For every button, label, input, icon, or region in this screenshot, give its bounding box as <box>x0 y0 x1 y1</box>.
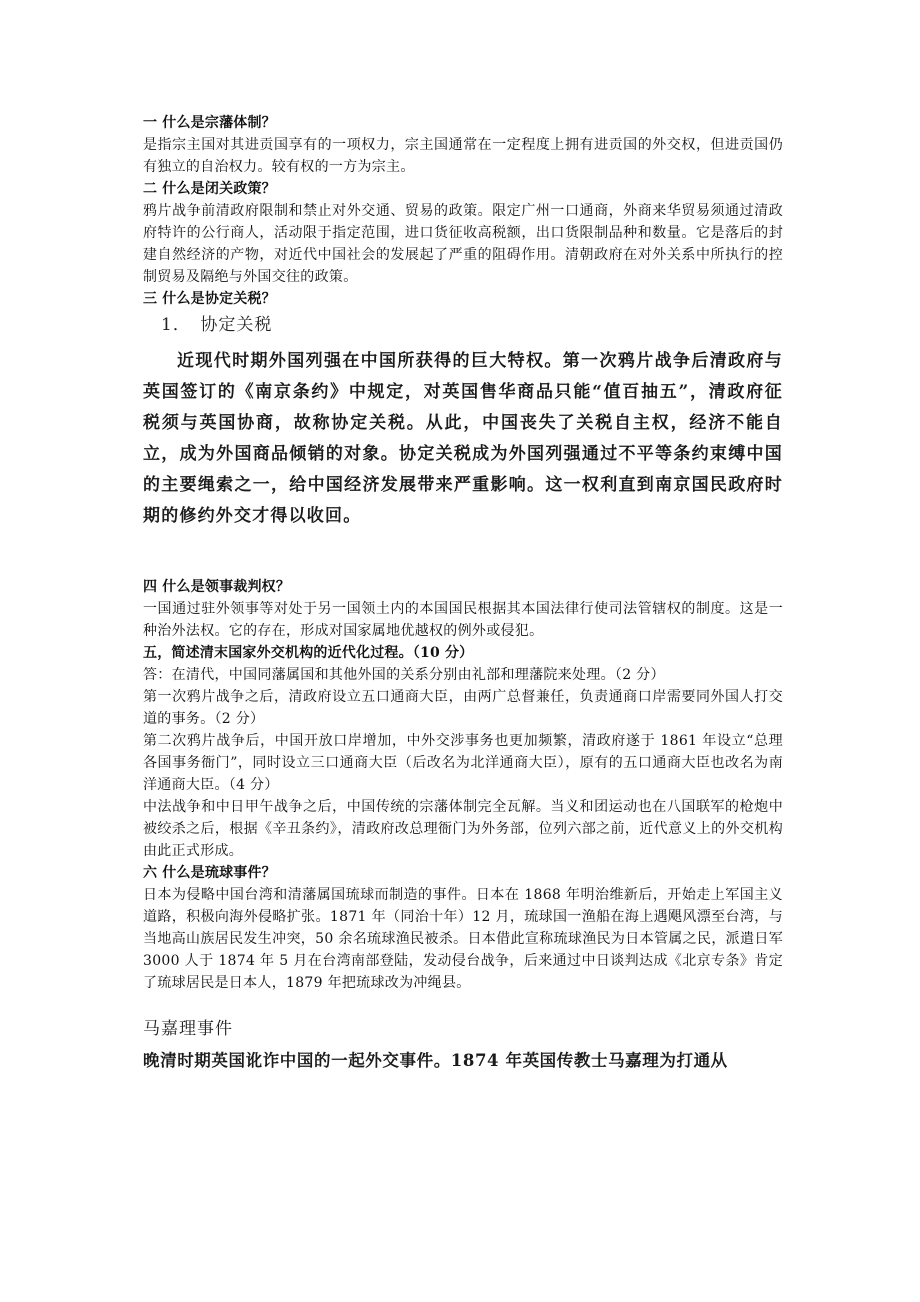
scanned-excerpt-margary <box>143 1016 783 1076</box>
answer-paragraph: 是指宗主国对其进贡国享有的一项权力，宗主国通常在一定程度上拥有进贡国的外交权，但进贡国仍有独立的自治权力。较有权的一方为宗主。 <box>143 137 783 175</box>
question-heading: 四 什么是领事裁判权？ <box>143 579 291 595</box>
answer-paragraph: 答：在清代，中国同藩属国和其他外国的关系分别由礼部和理藩院来处理。（2 分） <box>143 667 665 683</box>
scanned-excerpt-body: 晚清时期英国讹诈中国的一起外交事件。1874 年英国传教士马嘉理为打通从 <box>143 1051 728 1070</box>
question-heading: 三 什么是协定关税？ <box>143 291 276 307</box>
answer-paragraph: 鸦片战争前清政府限制和禁止对外交通、贸易的政策。限定广州一口通商，外商来华贸易须通过清政府特许的公行商人，活动限于指定范围，进口货征收高税额，出口货限制品种和数量。它是落后的封建自然经济的产物，对近代中国社会的发展起了严重的阻碍作用。清朝政府在对外关系中所执行的控制贸易及隔绝与外国交往的政策。 <box>143 203 783 285</box>
scanned-excerpt-tariff <box>143 312 783 532</box>
scanned-excerpt-title: 1． 协定关税 <box>161 315 273 335</box>
answer-paragraph: 第二次鸦片战争后，中国开放口岸增加，中外交涉事务也更加频繁，清政府遂于 1861 年设立“总理各国事务衙门”，同时设立三口通商大臣（后改名为北洋通商大臣），原有的五口通商大臣也改名为南洋通商大臣。（4 分） <box>143 733 783 793</box>
scanned-excerpt-body: 近现代时期外国列强在中国所获得的巨大特权。第一次鸦片战争后清政府与英国签订的《南京条约》中规定，对英国售华商品只能“值百抽五”，清政府征税须与英国协商，故称协定关税。从此，中国丧失了关税自主权，经济不能自立，成为外国商品倾销的对象。协定关税成为外国列强通过不平等条约束缚中国的主要绳索之一，给中国经济发展带来严重影响。这一权利直到南京国民政府时期的修约外交才得以收回。 <box>143 351 783 526</box>
answer-paragraph: 第一次鸦片战争之后，清政府设立五口通商大臣，由两广总督兼任，负责通商口岸需要同外国人打交道的事务。（2 分） <box>143 689 783 727</box>
question-heading: 五，简述清末国家外交机构的近代化过程。（10 分） <box>143 645 474 661</box>
answer-paragraph: 一国通过驻外领事等对处于另一国领土内的本国国民根据其本国法律行使司法管辖权的制度。这是一种治外法权。它的存在，形成对国家属地优越权的例外或侵犯。 <box>143 601 783 639</box>
question-heading: 六 什么是琉球事件？ <box>143 865 276 881</box>
answer-paragraph: 日本为侵略中国台湾和清藩属国琉球而制造的事件。日本在 1868 年明治维新后，开始走上军国主义道路，积极向海外侵略扩张。1871 年（同治十年）12 月，琉球国一渔船在海上遇飓风漂至台湾，与当地高山族居民发生冲突，50 余名琉球渔民被杀。日本借此宣称琉球渔民为日本管属之民，派遣日军 3000 人于 1874 年 5 月在台湾南部登陆，发动侵台战争，后来通过中日谈判达成《北京专条》肯定了琉球居民是日本人，1879 年把琉球改为冲绳县。 <box>143 887 783 991</box>
scanned-excerpt-title: 马嘉理事件 <box>143 1019 233 1039</box>
document-page <box>143 112 783 1076</box>
question-heading: 二 什么是闭关政策？ <box>143 181 276 197</box>
answer-paragraph: 中法战争和中日甲午战争之后，中国传统的宗藩体制完全瓦解。当义和团运动也在八国联军的枪炮中被绞杀之后，根据《辛丑条约》，清政府改总理衙门为外务部，位列六部之前，近代意义上的外交机构由此正式形成。 <box>143 799 783 859</box>
question-heading: 一 什么是宗藩体制？ <box>143 115 276 131</box>
